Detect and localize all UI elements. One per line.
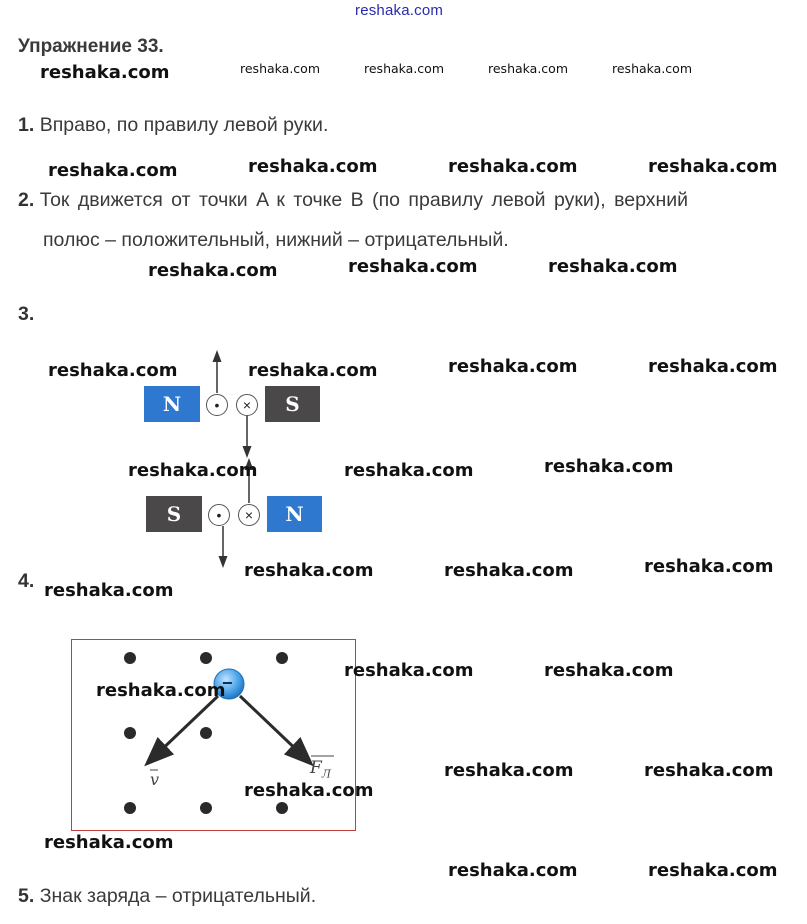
watermark: reshaka.com bbox=[344, 660, 474, 681]
velocity-arrow bbox=[155, 696, 218, 756]
watermark: reshaka.com bbox=[244, 560, 374, 581]
watermark: reshaka.com bbox=[44, 832, 174, 853]
current-into-page-icon: × bbox=[236, 394, 258, 416]
watermark: reshaka.com bbox=[48, 360, 178, 381]
watermark: reshaka.com bbox=[612, 61, 692, 76]
pole-label: N bbox=[162, 392, 182, 416]
answer-text-line2: полюс – положительный, нижний – отрицательный. bbox=[43, 229, 509, 251]
site-header[interactable]: reshaka.com bbox=[355, 2, 444, 19]
lorentz-force-arrow bbox=[240, 696, 303, 756]
answer-number: 5. bbox=[18, 885, 35, 907]
watermark: reshaka.com bbox=[240, 61, 320, 76]
watermark: reshaka.com bbox=[444, 560, 574, 581]
force-subscript: Л bbox=[321, 767, 331, 781]
watermark: reshaka.com bbox=[648, 860, 778, 881]
pole-label: N bbox=[285, 502, 304, 526]
watermark: reshaka.com bbox=[40, 62, 170, 83]
answer-number: 2. bbox=[18, 189, 35, 211]
current-out-of-page-icon: • bbox=[208, 504, 230, 526]
watermark: reshaka.com bbox=[548, 256, 678, 277]
current-into-page-icon: × bbox=[238, 504, 260, 526]
answer-5 bbox=[18, 885, 316, 908]
exercise-title: Упражнение 33. bbox=[18, 36, 164, 57]
answer-text: Знак заряда – отрицательный. bbox=[39, 885, 317, 907]
watermark: reshaka.com bbox=[448, 156, 578, 177]
watermark: reshaka.com bbox=[96, 680, 226, 701]
watermark: reshaka.com bbox=[544, 660, 674, 681]
watermark: reshaka.com bbox=[248, 360, 378, 381]
current-out-of-page-icon: • bbox=[206, 394, 228, 416]
answer-number: 3. bbox=[18, 303, 35, 325]
velocity-label: v bbox=[150, 770, 160, 789]
watermark: reshaka.com bbox=[444, 760, 574, 781]
force-label: $F_Л$ bbox=[310, 758, 331, 781]
answer-number: 1. bbox=[18, 114, 35, 136]
answer-text: Вправо, по правилу левой руки. bbox=[39, 114, 329, 136]
watermark: reshaka.com bbox=[448, 860, 578, 881]
watermark: reshaka.com bbox=[544, 456, 674, 477]
watermark: reshaka.com bbox=[644, 760, 774, 781]
watermark: reshaka.com bbox=[364, 61, 444, 76]
watermark: reshaka.com bbox=[44, 580, 174, 601]
pole-label: S bbox=[166, 502, 182, 526]
watermark: reshaka.com bbox=[448, 356, 578, 377]
watermark: reshaka.com bbox=[648, 356, 778, 377]
answer-text-line1: Ток движется от точки A к точке B (по правилу левой руки), верхний bbox=[39, 189, 689, 211]
watermark: reshaka.com bbox=[248, 156, 378, 177]
watermark: reshaka.com bbox=[244, 780, 374, 801]
watermark: reshaka.com bbox=[648, 156, 778, 177]
watermark: reshaka.com bbox=[644, 556, 774, 577]
watermark: reshaka.com bbox=[128, 460, 258, 481]
watermark: reshaka.com bbox=[488, 61, 568, 76]
charge-sign: − bbox=[222, 673, 233, 693]
watermark: reshaka.com bbox=[148, 260, 278, 281]
answer-number: 4. bbox=[18, 570, 35, 592]
watermark: reshaka.com bbox=[344, 460, 474, 481]
watermark: reshaka.com bbox=[348, 256, 478, 277]
pole-label: S bbox=[285, 392, 300, 416]
watermark: reshaka.com bbox=[48, 160, 178, 181]
